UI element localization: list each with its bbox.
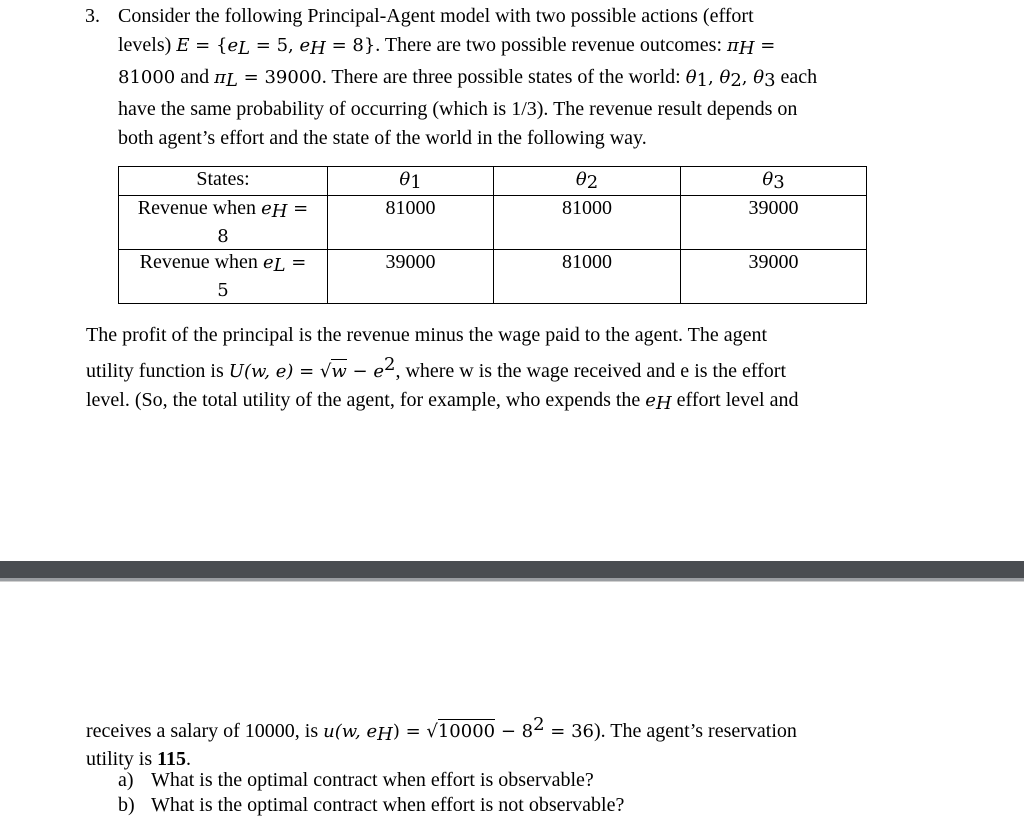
header-theta-2: $\theta_2$ <box>494 167 681 196</box>
cell-value: 39000 <box>328 250 494 304</box>
sub-questions <box>118 768 624 818</box>
question-number: 3. <box>85 5 100 27</box>
page-top-border <box>0 581 1024 582</box>
list-item: b) What is the optimal contract when effort is not observable? <box>118 794 625 816</box>
paragraph-line-1: The profit of the principal is the revenue minus the wage paid to the agent. The agent <box>86 324 768 346</box>
cell-value: 81000 <box>328 196 494 250</box>
paragraph2-line-2: utility is 115. <box>86 748 192 770</box>
header-theta-3: $\theta_3$ <box>681 167 867 196</box>
question-line-2: levels) $E = \{e_L = 5$, $e_H = 8$}. There are two possible revenue outcomes: $\pi_H$ = <box>118 34 776 59</box>
question-line-5: both agent’s effort and the state of the world in the following way. <box>118 127 647 149</box>
reservation-utility: 115 <box>157 748 187 770</box>
table-row <box>119 196 867 250</box>
cell-value: 81000 <box>494 250 681 304</box>
cell-value: 81000 <box>494 196 681 250</box>
row-label-eL: Revenue when $e_L$ = 5 <box>119 250 328 304</box>
paragraph-line-2: utility function is U(w, $e) = √w - e^2$, where w is the wage received and e is the effort <box>86 354 787 382</box>
table-header-row <box>119 167 867 196</box>
cell-value: 39000 <box>681 196 867 250</box>
question-line-3: 81000 and $\pi_L = 39000$. There are three possible states of the world: $\theta_1$, $\theta_2$, $\theta_3$ each <box>118 66 818 91</box>
page-separator <box>0 561 1024 578</box>
salary-paragraph <box>86 712 876 772</box>
paragraph2-line-1: receives a salary of 10000, is u(w, $e_H) = √10000 - 8^2 = 36$). The agent’s reservation <box>86 714 797 745</box>
header-theta-1: $\theta_1$ <box>328 167 494 196</box>
page-2 <box>0 581 1024 839</box>
question-text <box>118 2 875 153</box>
table-row <box>119 250 867 304</box>
question-line-4: have the same probability of occurring (which is 1/3). The revenue result depends on <box>118 98 798 120</box>
paragraph-line-3: level. (So, the total utility of the agent, for example, who expends the $e_H$ effort level and <box>86 389 799 414</box>
revenue-table <box>118 166 867 304</box>
row-label-eH: Revenue when $e_H$ = 8 <box>119 196 328 250</box>
list-item: a) What is the optimal contract when effort is observable? <box>118 769 594 791</box>
profit-paragraph <box>86 321 876 418</box>
question-line-1: Consider the following Principal-Agent model with two possible actions (effort <box>118 5 754 27</box>
cell-value: 39000 <box>681 250 867 304</box>
header-states: States: <box>119 167 328 196</box>
question-3 <box>85 2 875 153</box>
